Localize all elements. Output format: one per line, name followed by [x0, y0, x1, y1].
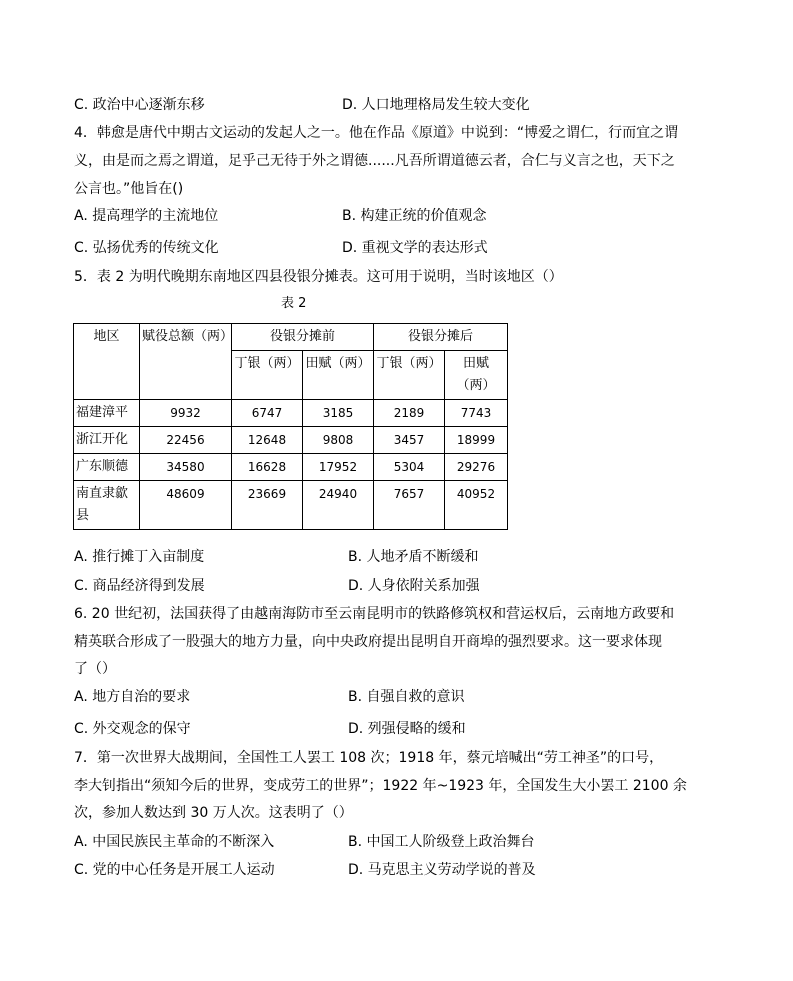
cell-ding-before: 12648	[232, 427, 303, 454]
cell-tian-after: 40952	[445, 481, 508, 530]
q7-option-b: B. 中国工人阶级登上政治舞台	[348, 834, 535, 850]
q7-stem-line-3: 次，参加人数达到 30 万人次。这表明了（）	[74, 805, 353, 821]
q5-option-c: C. 商品经济得到发展	[74, 578, 205, 594]
table-row	[74, 454, 508, 481]
cell-region: 福建漳平	[74, 400, 140, 427]
q6-option-c: C. 外交观念的保守	[74, 721, 191, 737]
header-region: 地区	[74, 324, 140, 400]
cell-tian-before: 24940	[303, 481, 374, 530]
cell-total: 48609	[140, 481, 232, 530]
q4-option-c: C. 弘扬优秀的传统文化	[74, 240, 219, 256]
cell-tian-after: 7743	[445, 400, 508, 427]
header-tian-after: 田赋（两）	[445, 351, 508, 400]
q6-stem-line-1: 6. 20 世纪初，法国获得了由越南海防市至云南昆明市的铁路修筑权和营运权后，云南地方政要和	[74, 606, 675, 622]
q4-stem-line-2: 义，由是而之焉之谓道，足乎己无待于外之谓德......凡吾所谓道德云者，合仁与义言之也，天下之	[74, 153, 675, 169]
cell-region: 南直隶歙县	[74, 481, 140, 530]
cell-total: 9932	[140, 400, 232, 427]
q4-stem-line-1: 4．韩愈是唐代中期古文运动的发起人之一。他在作品《原道》中说到：“博爱之谓仁，行而宜之谓	[74, 125, 679, 141]
header-before: 役银分摊前	[232, 324, 374, 351]
cell-ding-before: 23669	[232, 481, 303, 530]
cell-tian-after: 29276	[445, 454, 508, 481]
corvee-silver-table	[73, 323, 508, 530]
table-caption: 表 2	[281, 296, 307, 311]
q4-stem-line-3: 公言也。”他旨在()	[74, 181, 184, 197]
q3-option-c: C. 政治中心逐渐东移	[74, 97, 205, 113]
q7-option-a: A. 中国民族民主革命的不断深入	[74, 834, 275, 850]
cell-tian-before: 17952	[303, 454, 374, 481]
cell-tian-before: 9808	[303, 427, 374, 454]
header-total: 赋役总额（两）	[140, 324, 232, 400]
cell-region: 广东顺德	[74, 454, 140, 481]
header-after: 役银分摊后	[374, 324, 508, 351]
cell-ding-after: 3457	[374, 427, 445, 454]
q7-option-d: D. 马克思主义劳动学说的普及	[348, 862, 536, 878]
q4-option-a: A. 提高理学的主流地位	[74, 208, 219, 224]
cell-total: 34580	[140, 454, 232, 481]
cell-ding-after: 2189	[374, 400, 445, 427]
q7-stem-line-2: 李大钊指出“须知今后的世界，变成劳工的世界”；1922 年~1923 年，全国发生大小罢工 2100 余	[74, 778, 687, 794]
cell-ding-before: 16628	[232, 454, 303, 481]
q6-stem-line-2: 精英联合形成了一股强大的地方力量，向中央政府提出昆明自开商埠的强烈要求。这一要求体现	[74, 634, 662, 650]
q5-option-a: A. 推行摊丁入亩制度	[74, 549, 205, 565]
q5-option-d: D. 人身依附关系加强	[348, 578, 480, 594]
cell-region: 浙江开化	[74, 427, 140, 454]
table-row	[74, 481, 508, 530]
header-tian-before: 田赋（两）	[303, 351, 374, 400]
q7-option-c: C. 党的中心任务是开展工人运动	[74, 862, 275, 878]
q6-stem-line-3: 了（）	[74, 661, 116, 677]
q3-option-d: D. 人口地理格局发生较大变化	[342, 97, 530, 113]
cell-tian-before: 3185	[303, 400, 374, 427]
q6-option-d: D. 列强侵略的缓和	[348, 721, 466, 737]
q4-option-d: D. 重视文学的表达形式	[342, 240, 488, 256]
cell-ding-after: 7657	[374, 481, 445, 530]
cell-tian-after: 18999	[445, 427, 508, 454]
header-ding-before: 丁银（两）	[232, 351, 303, 400]
table-row	[74, 427, 508, 454]
table-row	[74, 400, 508, 427]
q5-stem-line-1: 5．表 2 为明代晚期东南地区四县役银分摊表。这可用于说明，当时该地区（）	[74, 269, 563, 285]
q6-option-a: A. 地方自治的要求	[74, 689, 191, 705]
q5-option-b: B. 人地矛盾不断缓和	[348, 549, 479, 565]
q6-option-b: B. 自强自救的意识	[348, 689, 465, 705]
cell-total: 22456	[140, 427, 232, 454]
q4-option-b: B. 构建正统的价值观念	[342, 208, 487, 224]
cell-ding-after: 5304	[374, 454, 445, 481]
cell-ding-before: 6747	[232, 400, 303, 427]
header-ding-after: 丁银（两）	[374, 351, 445, 400]
q7-stem-line-1: 7．第一次世界大战期间，全国性工人罢工 108 次；1918 年，蔡元培喊出“劳工神圣”的口号，	[74, 750, 664, 766]
